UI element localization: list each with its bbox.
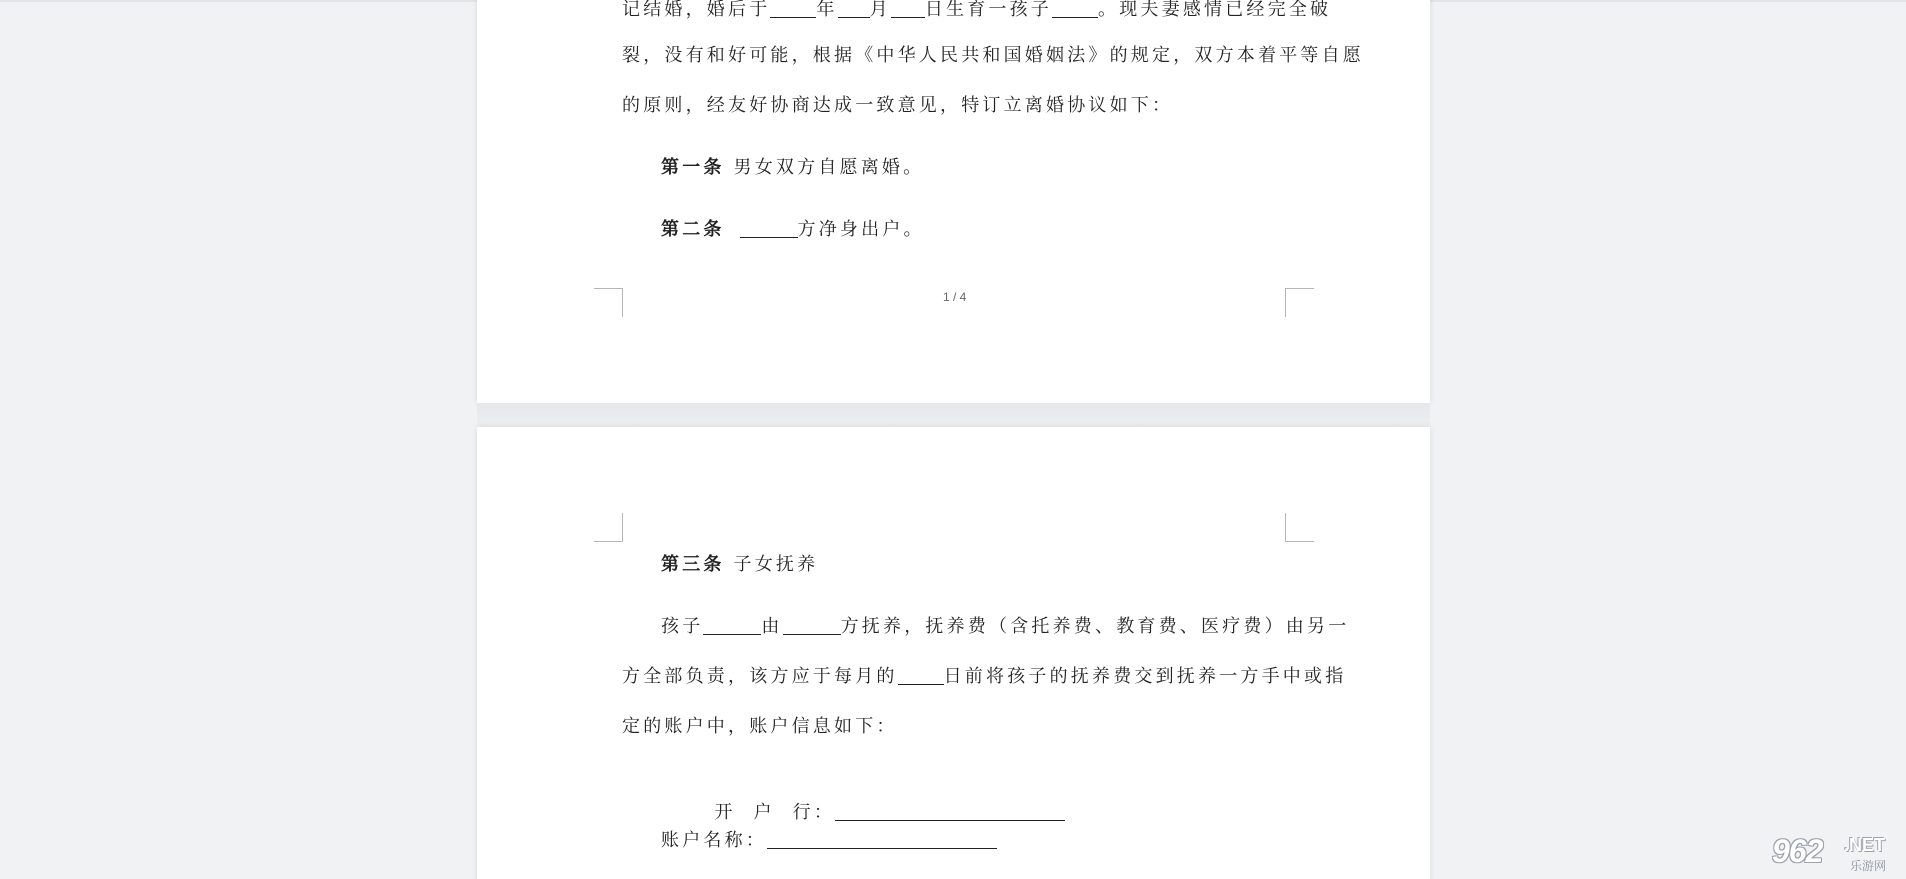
article-1: [661, 156, 924, 180]
blank-child-name: [703, 616, 761, 635]
text-run: 孩子: [661, 616, 704, 637]
text-run: 记结婚，婚后于: [622, 0, 771, 20]
text-run: 由: [761, 616, 783, 637]
article-text: 男女双方自愿离婚。: [733, 157, 925, 178]
page-separator: [477, 403, 1430, 427]
article-2: [661, 218, 925, 242]
paragraph-line: [622, 665, 1346, 689]
margin-corner-mark: [1285, 513, 1314, 542]
article-text: 子女抚养: [733, 554, 819, 575]
field-label: 开 户 行：: [714, 802, 836, 823]
text-run: 日前将孩子的抚养费交到抚养一方手中或指: [943, 666, 1347, 687]
site-watermark-logo: [1766, 833, 1898, 875]
text-run: 方全部负责，该方应于每月的: [622, 666, 898, 687]
blank-party: [740, 219, 798, 238]
page-number: 1 / 4: [943, 290, 967, 304]
blank-child: [1052, 0, 1098, 18]
field-label: 账户名称：: [661, 830, 767, 851]
paragraph-line: 定的账户中，账户信息如下：: [622, 716, 898, 737]
blank-custodian: [783, 616, 841, 635]
paragraph-line: 裂，没有和好可能，根据《中华人民共和国婚姻法》的规定，双方本着平等自愿: [622, 45, 1364, 66]
account-name-field: [661, 829, 997, 853]
article-title: 第一条: [661, 157, 725, 178]
article-title: 第三条: [661, 554, 725, 575]
article-title: 第二条: [661, 219, 725, 240]
watermark-main: 962: [1772, 833, 1823, 869]
text-run: 方抚养，抚养费（含托养费、教育费、医疗费）由另一: [840, 616, 1350, 637]
text-run: 月: [869, 0, 891, 20]
article-3: [661, 553, 818, 577]
paragraph-line: 的原则，经友好协商达成一致意见，特订立离婚协议如下：: [622, 95, 1174, 116]
document-page-2: [477, 427, 1430, 879]
watermark-suffix: .NET: [1844, 835, 1886, 855]
paragraph-line: [622, 0, 1331, 22]
blank-pay-day: [898, 666, 944, 685]
margin-corner-mark: [594, 513, 623, 542]
blank-bank: [835, 802, 1065, 821]
blank-month: [838, 0, 870, 18]
article-text: 方净身出户。: [797, 219, 925, 240]
blank-account-name: [767, 830, 997, 849]
text-run: 日生育一孩子: [924, 0, 1053, 20]
text-run: 。现夫妻感情已经完全破: [1098, 0, 1332, 20]
blank-day: [891, 0, 925, 18]
text-run: 年: [816, 0, 838, 20]
margin-corner-mark: [1285, 288, 1314, 317]
blank-year: [770, 0, 816, 18]
paragraph-line: [661, 615, 1349, 639]
watermark-sub: 乐游网: [1850, 859, 1887, 873]
document-page-1: [477, 0, 1430, 403]
margin-corner-mark: [594, 288, 623, 317]
